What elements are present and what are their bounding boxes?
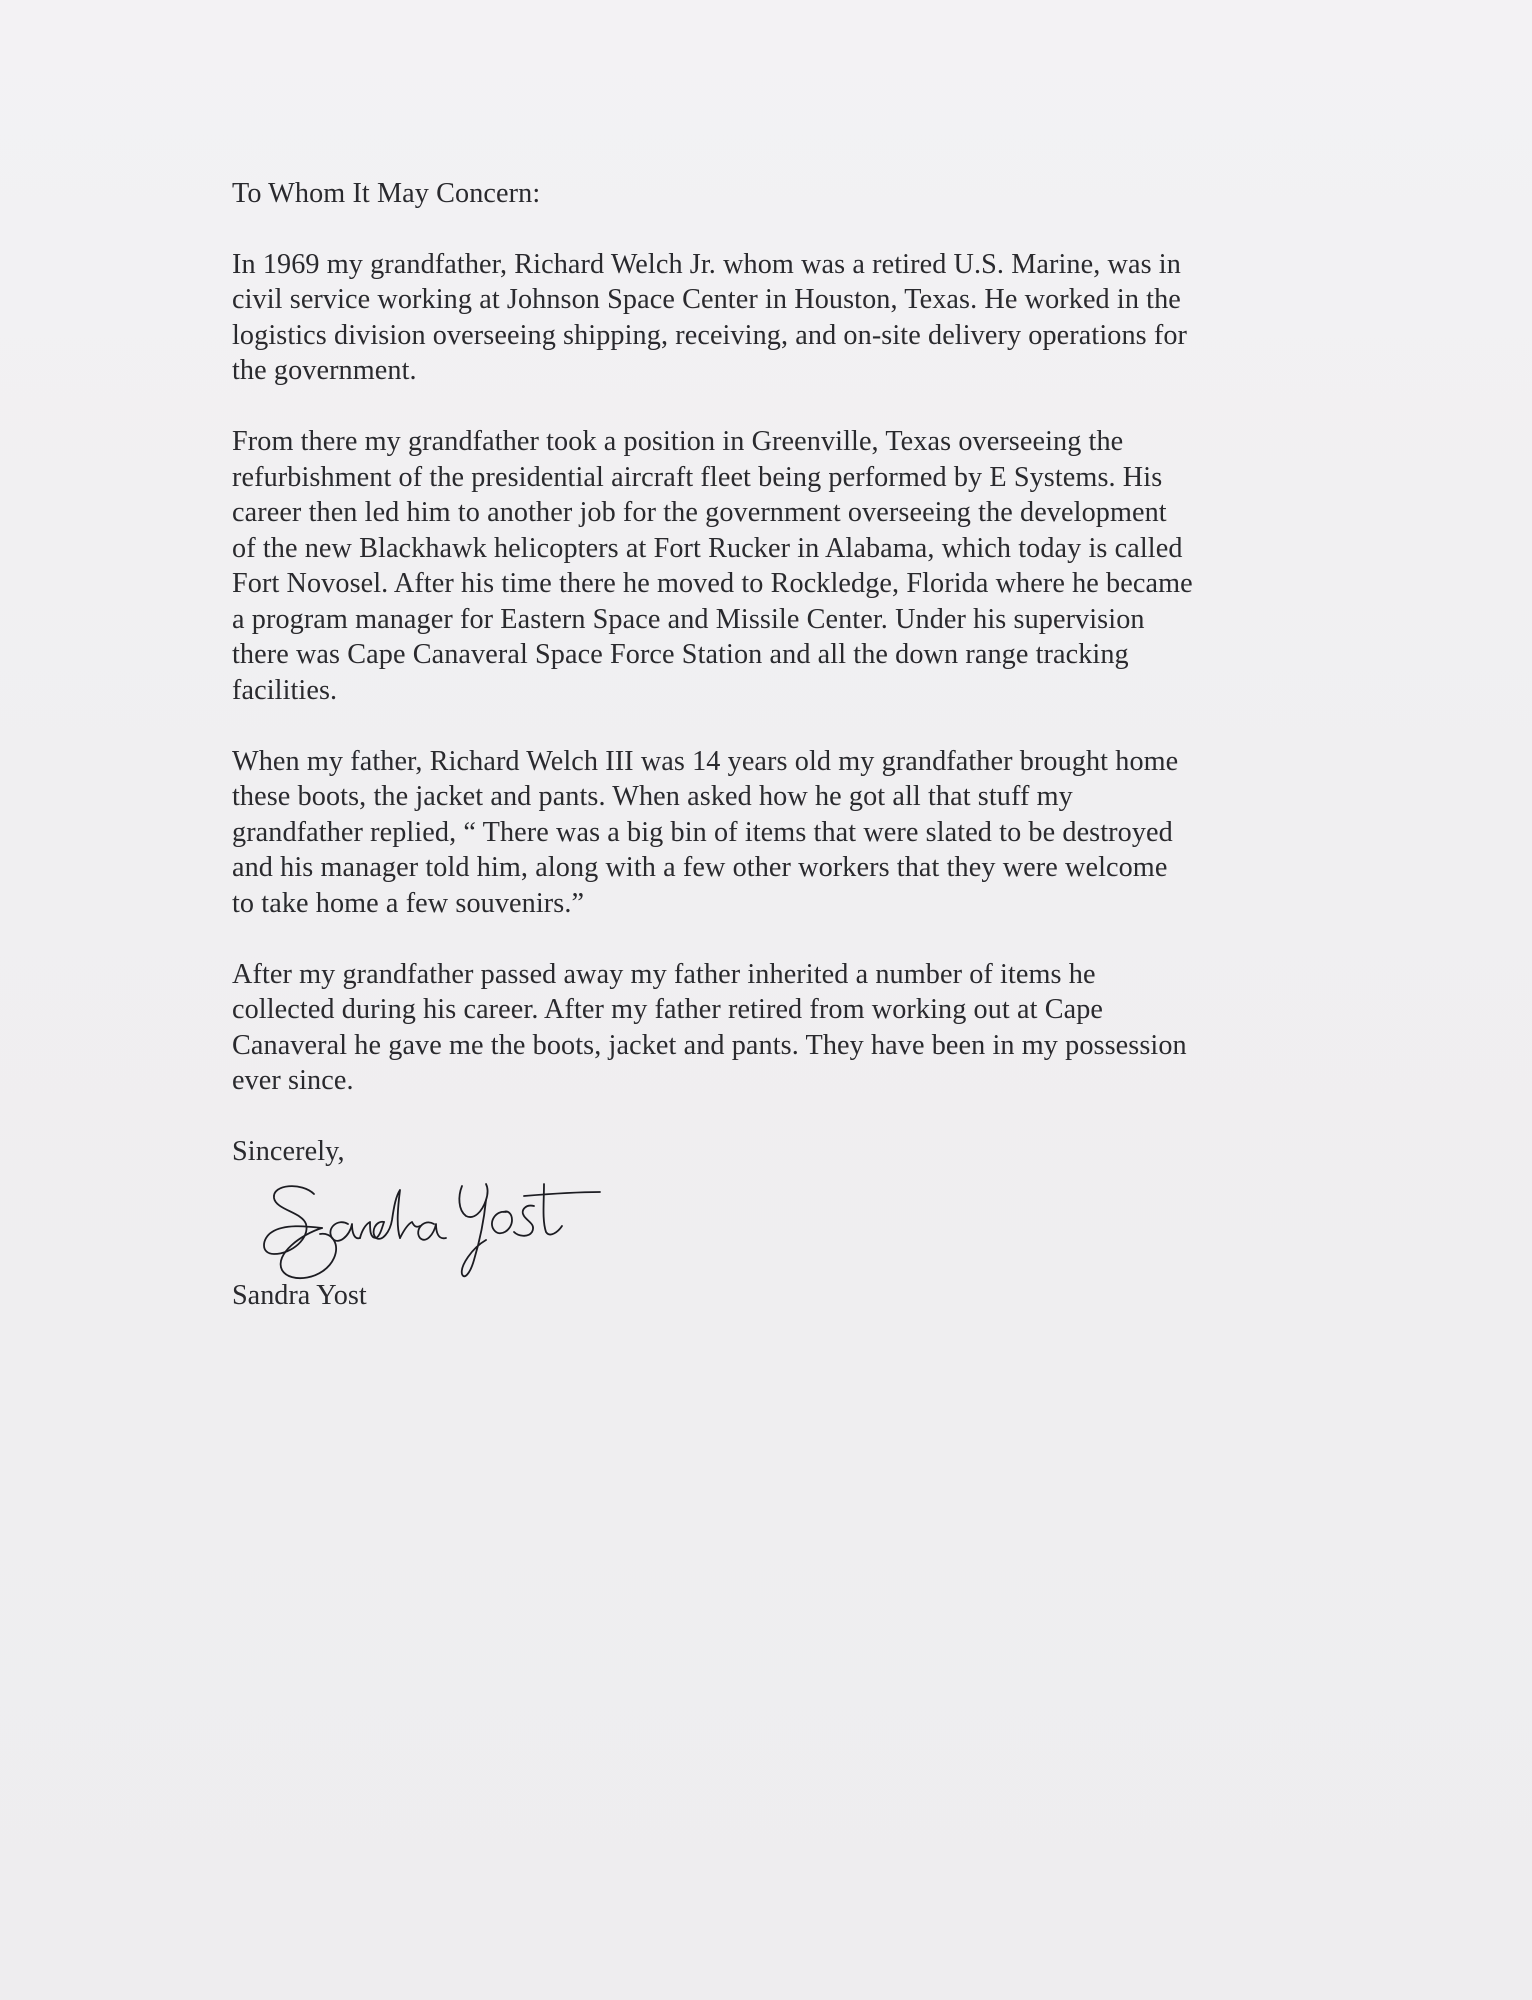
paragraph-line: these boots, the jacket and pants. When asked how he got all that stuff my	[232, 781, 1073, 812]
paragraph-line: to take home a few souvenirs.”	[232, 887, 585, 919]
paragraph-1	[232, 247, 1322, 389]
paragraph-line: ever since.	[232, 1065, 354, 1096]
paragraph-line: of the new Blackhawk helicopters at Fort Rucker in Alabama, which today is called	[232, 532, 1183, 564]
paragraph-line: grandfather replied, “ There was a big bin of items that were slated to be destroyed	[232, 816, 1173, 848]
paragraph-line: After my grandfather passed away my father inherited a number of items he	[232, 958, 1096, 990]
paragraph-line: there was Cape Canaveral Space Force Station and all the down range tracking	[232, 639, 1129, 670]
paragraph-4	[232, 957, 1322, 1099]
closing: Sincerely,	[232, 1136, 345, 1167]
paragraph-line: facilities.	[232, 674, 338, 706]
paragraph-line: refurbishment of the presidential aircraft fleet being performed by E Systems. His	[232, 461, 1163, 493]
signer-name: Sandra Yost	[232, 1280, 367, 1311]
paragraph-line: logistics division overseeing shipping, receiving, and on-site delivery operations for	[232, 319, 1188, 351]
paragraph-line: collected during his career. After my father retired from working out at Cape	[232, 994, 1104, 1025]
paragraph-line: Canaveral he gave me the boots, jacket and pants. They have been in my possession	[232, 1029, 1187, 1061]
paragraph-line: In 1969 my grandfather, Richard Welch Jr. whom was a retired U.S. Marine, was in	[232, 248, 1181, 280]
paragraph-2	[232, 424, 1322, 708]
letter-body	[232, 176, 1322, 1170]
paragraph-line: From there my grandfather took a position in Greenville, Texas overseeing the	[232, 426, 1124, 457]
paragraph-line: Fort Novosel. After his time there he moved to Rockledge, Florida where he became	[232, 568, 1193, 599]
paragraph-3	[232, 744, 1322, 922]
paragraph-line: When my father, Richard Welch III was 14 years old my grandfather brought home	[232, 745, 1179, 777]
paragraph-line: civil service working at Johnson Space Center in Houston, Texas. He worked in the	[232, 284, 1181, 315]
paragraph-line: career then led him to another job for the government overseeing the development	[232, 497, 1167, 528]
paragraph-line: a program manager for Eastern Space and Missile Center. Under his supervision	[232, 603, 1145, 635]
paragraph-line: the government.	[232, 355, 417, 386]
paragraph-line: and his manager told him, along with a few other workers that they were welcome	[232, 852, 1168, 883]
salutation: To Whom It May Concern:	[232, 178, 541, 209]
